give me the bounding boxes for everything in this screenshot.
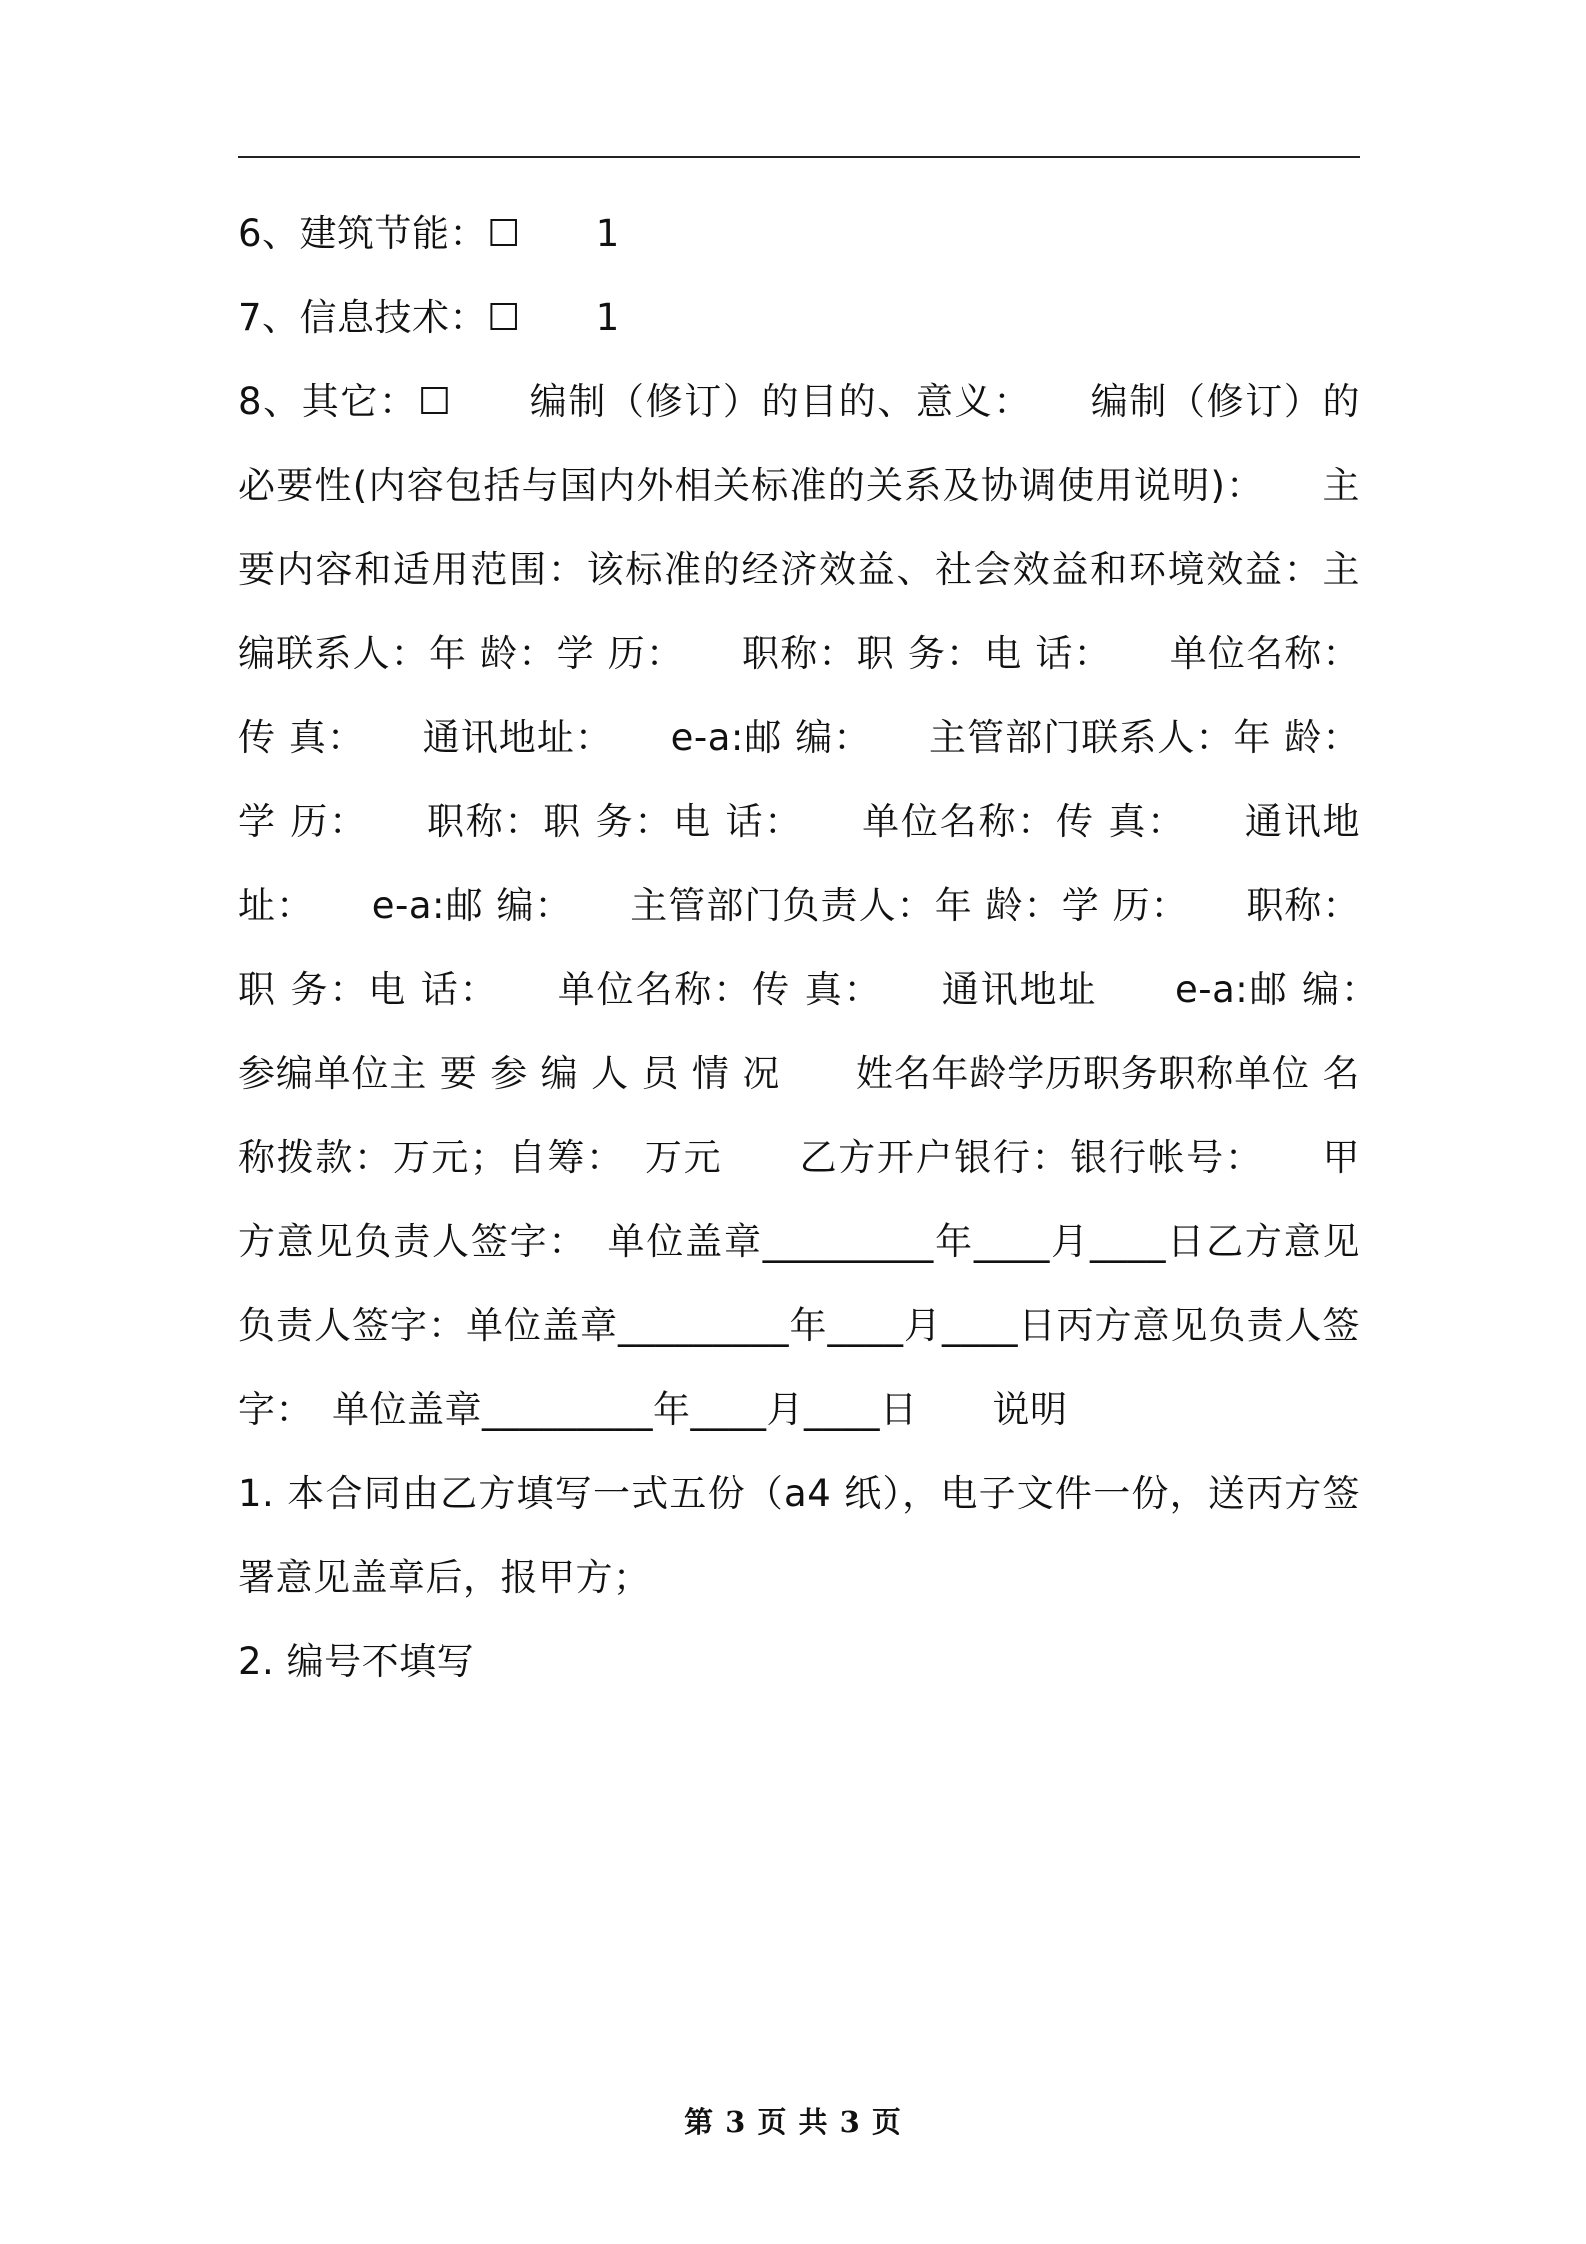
item-information-technology: 7、信息技术：☐ 1 — [238, 296, 620, 339]
document-body — [238, 192, 1435, 1704]
note-1-contract-copies: 1. 本合同由乙方填写一式五份（a4 纸），电子文件一份，送丙方签署意见盖章后，报甲方； — [238, 1472, 1360, 1599]
item-building-energy-saving: 6、建筑节能：☐ 1 — [238, 212, 620, 255]
note-2-number-blank: 2. 编号不填写 — [238, 1640, 475, 1683]
header-rule — [238, 156, 1360, 158]
page-footer: 第 3 页 共 3 页 — [684, 2105, 902, 2139]
item-other-and-contacts: 8、其它：☐ 编制（修订）的目的、意义： 编制（修订）的必要性(内容包括与国内外相关标准的关系及协调使用说明)： 主要内容和适用范围：该标准的经济效益、社会效益和环境效益：主编联系人：年 龄：学 历： 职称：职 务：电 话： 单位名称：传 真： 通讯地址： e-a:邮 编： 主管部门联系人：年 龄：学 历： 职称：职 务：电 话： 单位名称：传 真： 通讯地址： e-a:邮 编： 主管部门负责人：年 龄：学 历： 职称：职 务：电 话： 单位名称：传 真： 通讯地址 e-a:邮 编： 参编单位主 要 参 编 人 员 情 况 姓名年龄学历职务职称单位 名 称拨款：万元；自筹： 万元 乙方开户银行：银行帐号： 甲方意见负责人签字： 单位盖章_________年____月____日乙方意见负责人签字：单位盖章_________年____月____日丙方意见负责人签字： 单位盖章_________年____月____日 说明 — [238, 380, 1435, 1431]
